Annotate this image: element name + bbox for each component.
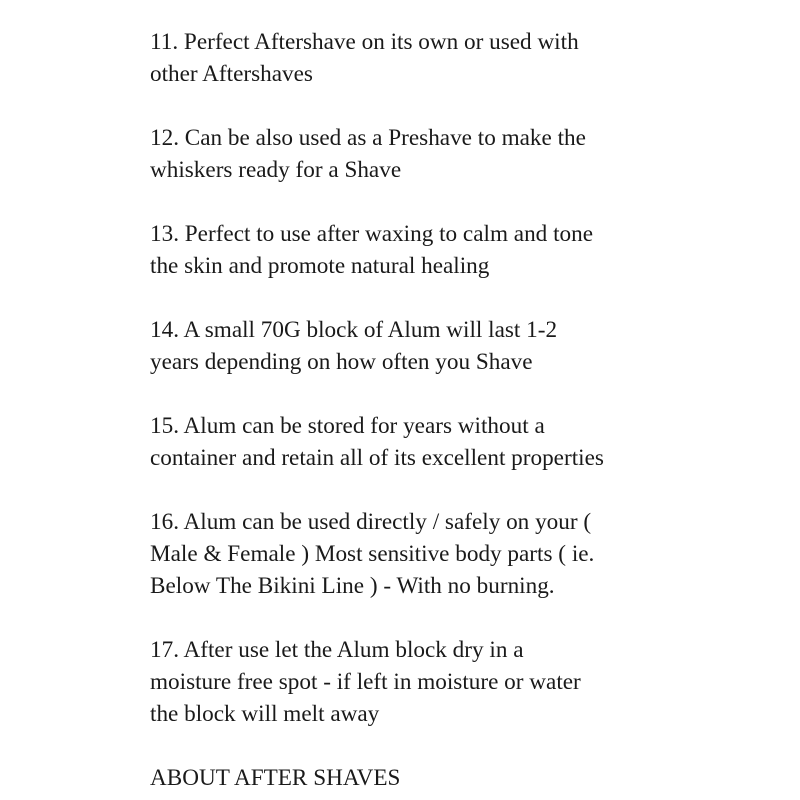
list-item-12: [150, 122, 695, 186]
list-item-16: [150, 506, 695, 602]
list-item-17-line-1: 17. After use let the Alum block dry in a: [150, 637, 524, 663]
list-item-15-line-2: container and retain all of its excellent properties: [150, 445, 604, 471]
list-item-16-line-2: Male & Female ) Most sensitive body parts ( ie.: [150, 541, 595, 567]
list-item-16-line-1: 16. Alum can be used directly / safely on your (: [150, 509, 592, 535]
list-item-15-line-1: 15. Alum can be stored for years without a: [150, 413, 545, 439]
list-item-14-line-1: 14. A small 70G block of Alum will last 1-2: [150, 317, 558, 343]
list-item-14: [150, 314, 695, 378]
list-item-17: [150, 634, 695, 730]
list-item-13-line-1: 13. Perfect to use after waxing to calm and tone: [150, 221, 593, 247]
section-heading: ABOUT AFTER SHAVES: [150, 765, 401, 791]
list-item-13-line-2: the skin and promote natural healing: [150, 253, 490, 279]
document-body: [150, 26, 695, 794]
list-item-14-line-2: years depending on how often you Shave: [150, 349, 533, 375]
list-item-11: [150, 26, 695, 90]
list-item-12-line-2: whiskers ready for a Shave: [150, 157, 402, 183]
list-item-16-line-3: Below The Bikini Line ) - With no burning.: [150, 573, 555, 599]
list-item-11-line-2: other Aftershaves: [150, 61, 313, 87]
list-item-15: [150, 410, 695, 474]
list-item-11-line-1: 11. Perfect Aftershave on its own or used with: [150, 29, 579, 55]
list-item-12-line-1: 12. Can be also used as a Preshave to make the: [150, 125, 586, 151]
list-item-17-line-3: the block will melt away: [150, 701, 380, 727]
list-item-13: [150, 218, 695, 282]
list-item-17-line-2: moisture free spot - if left in moisture or water: [150, 669, 581, 695]
